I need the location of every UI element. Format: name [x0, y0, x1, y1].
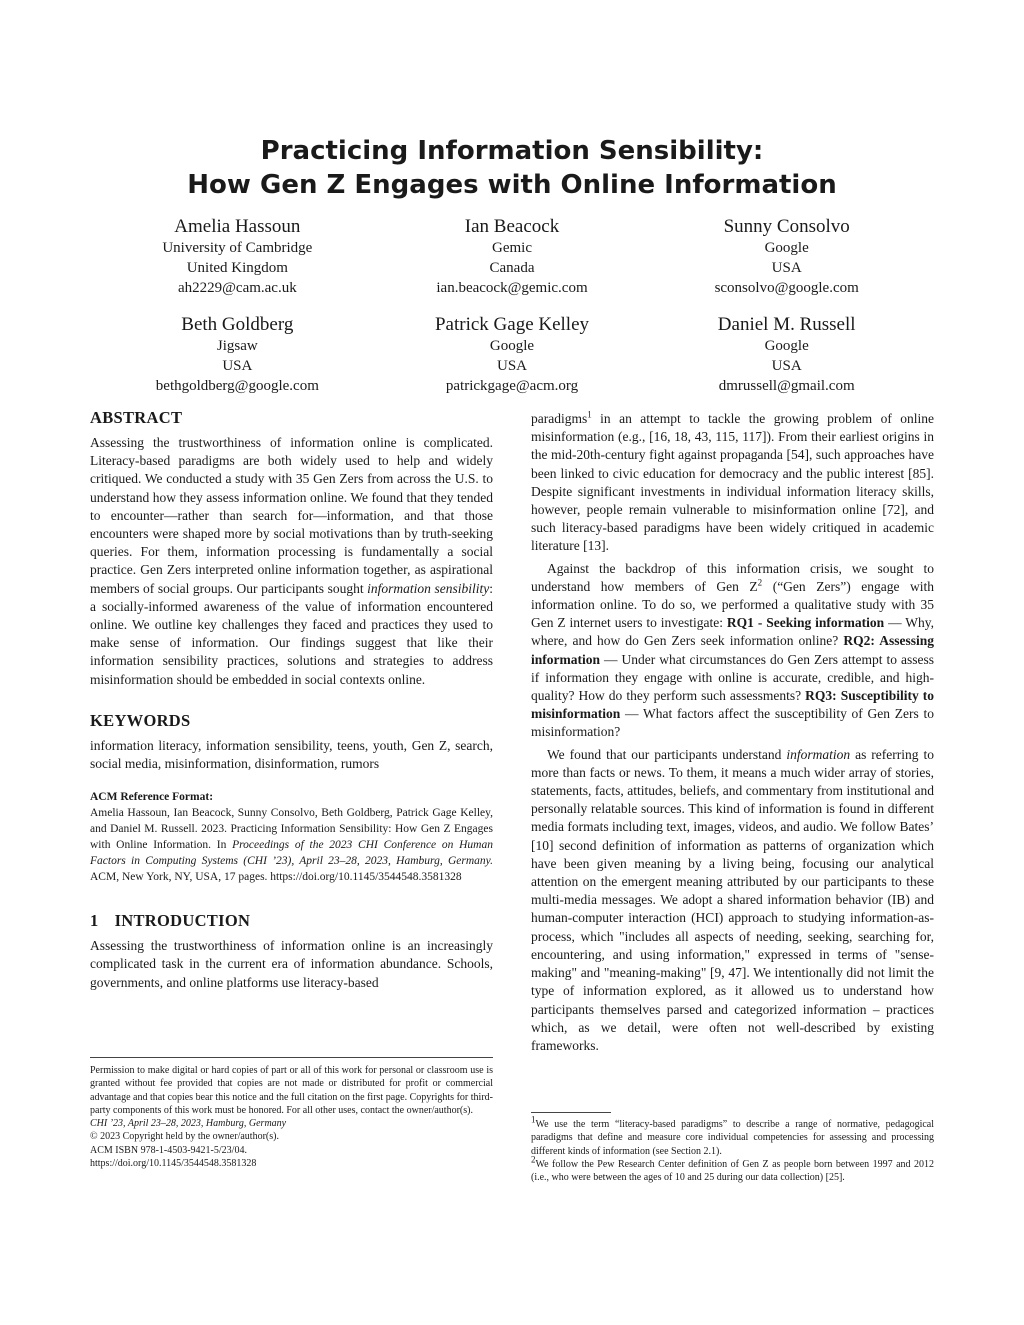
author-email[interactable]: sconsolvo@google.com	[714, 280, 859, 296]
paragraph	[531, 746, 934, 1055]
section-title: INTRODUCTION	[114, 911, 251, 931]
rq2-label: RQ2: Assessing information	[531, 633, 934, 667]
rq1-text: — Why, where, and how do Gen Zers seek information online?	[531, 615, 934, 649]
footnote-ref[interactable]: 2	[757, 577, 763, 588]
rq3-label: RQ3: Susceptibility to misinformation	[531, 688, 934, 722]
footnote-mark: 1	[531, 1114, 536, 1125]
author-email[interactable]: ah2229@cam.ac.uk	[177, 280, 297, 296]
text-run: paradigms	[531, 411, 588, 426]
abstract-text	[90, 434, 493, 689]
author-block	[649, 216, 924, 298]
footnote	[531, 1154, 934, 1185]
permission-text: Permission to make digital or hard copies of part or all of this work for personal or classroom use is granted without fee provided that copies are not made or distributed for profit or commercial advantage and that copies bear this notice and the full citation on the first page. Copyrights for third-party components of this work must be honored. For all other uses, contact the owner/author(s).	[90, 1065, 493, 1116]
author-name: Amelia Hassoun	[174, 216, 301, 237]
author-affiliation: Google	[489, 338, 535, 354]
author-name: Beth Goldberg	[181, 314, 294, 335]
acm-reference-part: ACM, New York, NY, USA, 17 pages. https://doi.org/10.1145/3544548.3581328	[90, 871, 462, 884]
acm-reference	[90, 789, 493, 885]
section-number: 1	[90, 911, 99, 931]
author-affiliation: Gemic	[492, 240, 532, 256]
text-run: (“Gen Zers”) engage with information online. To do so, we performed a qualitative study with 35 Gen Z internet users to investigate:	[531, 578, 934, 631]
author-country: Canada	[489, 260, 535, 276]
author-email[interactable]: dmrussell@gmail.com	[718, 378, 855, 394]
acm-reference-part: Amelia Hassoun, Ian Beacock, Sunny Consolvo, Beth Goldberg, Patrick Gage Kelley, and Daniel M. Russell. 2023. Practicing Information Sensibility: How Gen Z Engages with Online Information. In	[90, 807, 493, 852]
acm-reference-heading: ACM Reference Format:	[90, 791, 214, 804]
author-block	[375, 216, 650, 298]
author-name: Patrick Gage Kelley	[434, 314, 590, 335]
footnote-mark: 2	[531, 1154, 536, 1165]
rq3-text: — What factors affect the susceptibility of Gen Zers to misinformation?	[531, 706, 934, 740]
abstract-text-part: Assessing the trustworthiness of information online is complicated. Literacy-based paradigms are both widely used to help and widely critiqued. We conducted a study with 35 Gen Zers from across the U.S. to understand how they assess information online. We found that they tended to encounter—rather than search for—information, and that those encounters were shaped more by social motivations than by truth-seeking queries. For them, information processing is fundamentally a social practice. Gen Zers interpreted online information together, as aspirational members of social groups. Our participants sought	[90, 435, 493, 596]
author-row-2	[100, 314, 924, 396]
rq2-text: — Under what circumstances do Gen Zers attempt to assess if information they engage with online is accurate, credible, and high-quality? How do they perform such assessments?	[531, 651, 934, 704]
paragraph	[531, 410, 934, 556]
footnote	[531, 1114, 934, 1158]
venue-line	[90, 1117, 493, 1130]
footnotes	[531, 1112, 934, 1184]
author-email[interactable]: patrickgage@acm.org	[445, 378, 579, 394]
author-affiliation: Google	[764, 240, 809, 256]
introduction-text: Assessing the trustworthiness of information online is an increasingly complicated task in the current era of information abundance. Schools, governments, and online platforms use literacy-based	[90, 938, 493, 990]
footnote-text: We use the term “literacy-based paradigms” to describe a range of normative, pedagogical paradigms that define and measure core individual competencies for assessing and processing different kinds of information (see Section 2.1).	[531, 1119, 934, 1157]
keywords-heading: KEYWORDS	[90, 710, 191, 730]
footnote-ref[interactable]: 1	[587, 409, 592, 420]
arxiv-stamp	[18, 350, 74, 970]
author-country: United Kingdom	[186, 260, 288, 276]
abstract-heading: ABSTRACT	[90, 408, 183, 427]
permission-block	[90, 1057, 493, 1170]
author-email[interactable]: bethgoldberg@google.com	[155, 378, 319, 394]
author-block	[100, 314, 375, 396]
text-run: as referring to more than facts or news. To them, it means a much wider array of stories, statements, facts, attitudes, beliefs, and commentary from institutional and personally relatable sources. This kind of information is found in different media formats including text, images, videos, and audio. We follow Bates’ [10] second definition of information as patterns of organization which have been given meaning by a living being, focusing our analytical attention on the emergent meaning attributed by our participants to these multi-media messages. We adopt a shared information behavior (IB) and human-computer interaction (HCI) approach to studying information-as-process, which "includes all aspects of needing, seeking, searching for, encountering, and using information," expressed in terms of "sense-making" and "meaning-making" [9, 47]. We intentionally did not limit the type of information explored, as it allowed us to understand how participants themselves parsed and categorized information – practices which, as we detail, were often not well-described by existing frameworks.	[531, 746, 934, 1053]
footer-divider	[90, 1057, 493, 1058]
author-country: USA	[497, 358, 528, 374]
abstract-text-part: : a socially-informed awareness of the value of information encountered online. We outline key challenges they faced and practices they used to make sense of information. Our findings suggest that like their information sensibility practices, solutions and strategies to address misinformation should be embedded in social contexts online.	[90, 580, 493, 687]
text-run: in an attempt to tackle the growing problem of online misinformation (e.g., [16, 18, 43, 115, 117]). From their earliest origins in the mid-20th-century fight against propaganda [54], such approaches have been linked to civic education for democracy and the public interest [85]. Despite significant investments in individual information literacy skills, however, people remain vulnerable to misinformation online [72], and such literacy-based paradigms have been widely critiqued in academic literature [13].	[531, 411, 934, 554]
author-block	[375, 314, 650, 396]
author-email[interactable]: ian.beacock@gemic.com	[436, 280, 588, 296]
author-affiliation: Jigsaw	[216, 338, 258, 354]
author-affiliation: Google	[764, 338, 809, 354]
footnote-divider	[531, 1112, 611, 1113]
author-name: Sunny Consolvo	[723, 216, 850, 237]
right-column	[531, 410, 934, 1055]
left-column	[90, 408, 493, 992]
introduction-heading	[90, 911, 493, 931]
author-country: USA	[771, 260, 802, 276]
text-emphasis: information	[786, 746, 851, 762]
acm-reference-text	[90, 805, 493, 885]
author-country: USA	[771, 358, 802, 374]
author-affiliation: University of Cambridge	[162, 240, 313, 256]
text-run: We found that our participants understand	[547, 746, 787, 762]
title-line-1: Practicing Information Sensibility:	[260, 136, 764, 166]
author-block	[649, 314, 924, 396]
copyright-line: © 2023 Copyright held by the owner/author(s).	[90, 1131, 279, 1143]
title-line-2: How Gen Z Engages with Online Information	[187, 170, 837, 200]
keywords-text: information literacy, information sensibility, teens, youth, Gen Z, search, social media, misinformation, disinformation, rumors	[90, 737, 493, 772]
author-block	[100, 216, 375, 298]
rq1-label: RQ1 - Seeking information	[726, 615, 885, 631]
venue-text: CHI ’23, April 23–28, 2023, Hamburg, Germany	[90, 1118, 287, 1130]
acm-reference-venue: Proceedings of the 2023 CHI Conference on Human Factors in Computing Systems (CHI ’23), April 23–28, 2023, Hamburg, Germany.	[90, 839, 493, 868]
isbn-line: ACM ISBN 978-1-4503-9421-5/23/04.	[90, 1144, 247, 1156]
abstract-emphasis: information sensibility	[367, 580, 490, 596]
text-run: Against the backdrop of this information crisis, we sought to understand how members of Gen Z	[531, 560, 934, 594]
doi-link[interactable]: https://doi.org/10.1145/3544548.3581328	[90, 1158, 257, 1170]
footnote-text: We follow the Pew Research Center definition of Gen Z as people born between 1997 and 2012 (i.e., who were between the ages of 10 and 25 during our data collection) [25].	[531, 1158, 934, 1184]
paragraph	[531, 560, 934, 742]
author-row-1	[100, 216, 924, 298]
author-name: Daniel M. Russell	[717, 314, 856, 335]
paper-title	[100, 134, 924, 202]
author-country: USA	[222, 358, 253, 374]
author-name: Ian Beacock	[464, 216, 560, 237]
